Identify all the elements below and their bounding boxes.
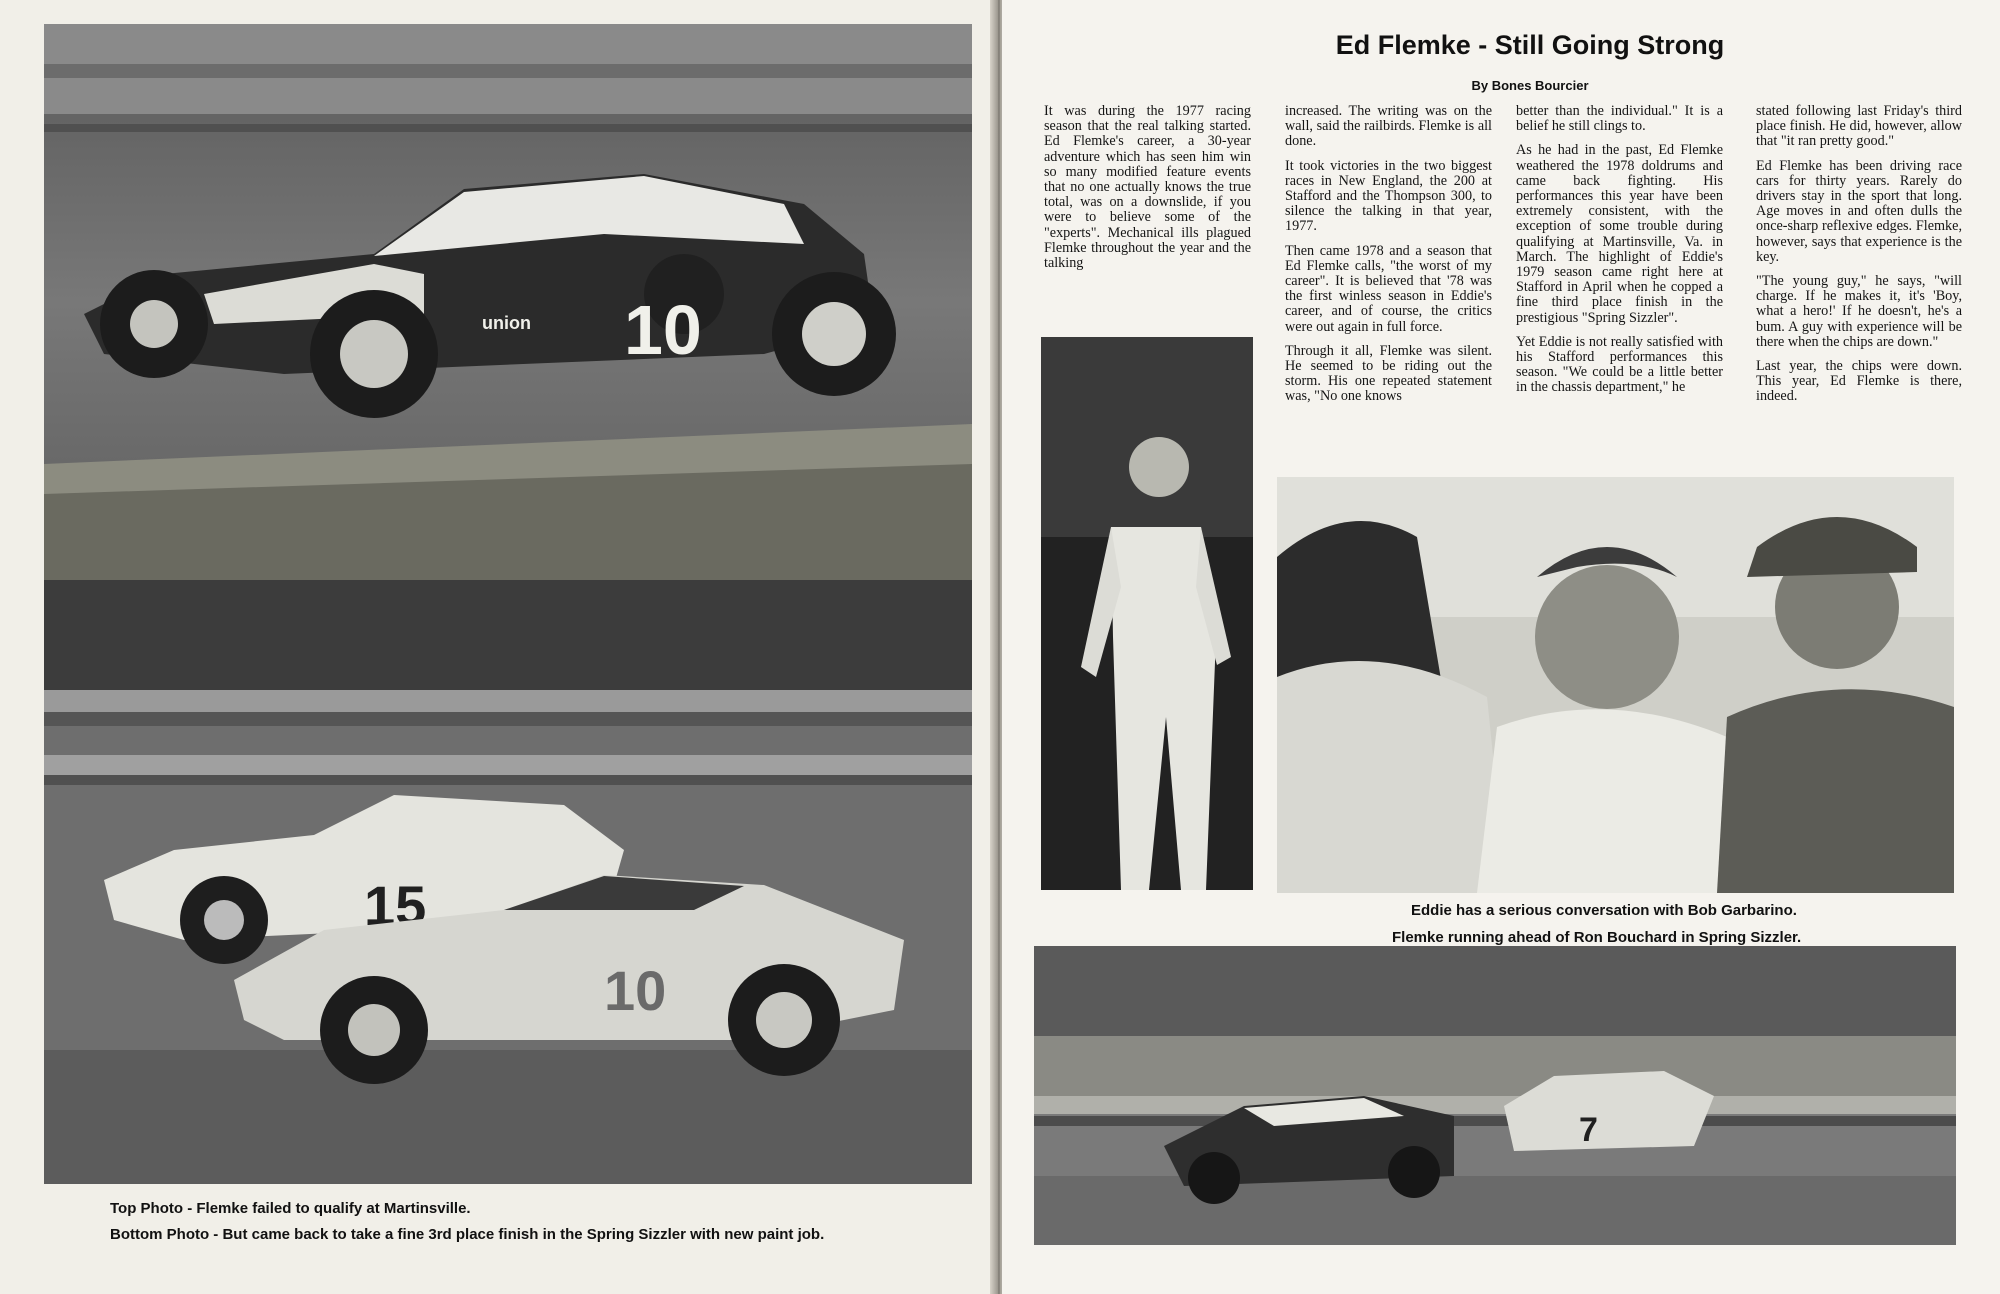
column-4-paragraph: Last year, the chips were down. This year, Ed Flemke is there, indeed. (1756, 358, 1962, 405)
column-1-paragraph: It was during the 1977 racing season that the real talking started. Ed Flemke's career, a 30-year adventure which has seen him win so many modified feature events that no one actually knows the true total, was on a downslide, if you were to believe some of the "experts". Mechanical ills plagued Flemke throughout the year and the talking (1044, 103, 1251, 272)
column-2-paragraph: Then came 1978 and a season that Ed Flemke calls, "the worst of my career". It is believed that '78 was the first winless season in Eddie's career, and of course, the critics were out again in full force. (1285, 242, 1492, 335)
left-caption-top: Top Photo - Flemke failed to qualify at Martinsville. (110, 1200, 471, 1217)
top-race-photo (44, 24, 972, 580)
column-2-paragraph: It took victories in the two biggest races in New England, the 200 at Stafford and the Thompson 300, to silence the talking in that year, 1977. (1285, 157, 1492, 235)
article-byline: By Bones Bourcier (1471, 78, 1589, 93)
column-4-paragraph: stated following last Friday's third place finish. He did, however, allow that "it ran pretty good." (1756, 103, 1962, 150)
flemke-portrait-photo (1041, 337, 1253, 890)
right-caption-race: Flemke running ahead of Ron Bouchard in Spring Sizzler. (1392, 929, 1802, 946)
column-3-paragraph: Yet Eddie is not really satisfied with his Stafford performances this season. "We could be a little better in the chassis department," he (1516, 333, 1723, 396)
column-4-paragraph: Ed Flemke has been driving race cars for thirty years. Rarely do drivers stay in the sport that long. Age moves in and often dulls the once-sharp reflexive edges. Flemke, however, says that experience is the key. (1756, 157, 1962, 265)
column-3-paragraph: better than the individual." It is a belief he still clings to. (1516, 103, 1723, 135)
article-column-1 (1044, 104, 1251, 280)
car-top-number: 10 (624, 291, 702, 369)
article-column-2 (1285, 104, 1492, 414)
garbarino-conversation-photo (1277, 477, 1954, 893)
column-4-paragraph: "The young guy," he says, "will charge. If he makes it, it's 'Boy, what a hero!' If he doesn't, he's a bum. A guy with experience will be there when the chips are down." (1756, 273, 1962, 350)
car-race-rear-number: 7 (1579, 1111, 1598, 1149)
article-column-3 (1516, 104, 1723, 405)
bottom-race-photo (44, 580, 972, 1184)
left-caption-bottom: Bottom Photo - But came back to take a fine 3rd place finish in the Spring Sizzler with new paint job. (110, 1226, 825, 1243)
car-bottom-front-number: 10 (604, 959, 667, 1022)
spring-sizzler-race-photo (1034, 946, 1956, 1245)
column-2-paragraph: increased. The writing was on the wall, said the railbirds. Flemke is all done. (1285, 103, 1492, 150)
column-3-paragraph: As he had in the past, Ed Flemke weathered the 1978 doldrums and came back fighting. His performances this year have been extremely consistent, with the exception of some trouble during qualifying at Martinsville, Va. in March. The highlight of Eddie's 1979 season came right here at Stafford in April when he copped a fine third place finish in the prestigious "Spring Sizzler". (1516, 142, 1723, 326)
car-top-sponsor: union (482, 313, 531, 333)
left-page (0, 0, 996, 1294)
column-2-paragraph: Through it all, Flemke was silent. He seemed to be riding out the storm. His one repeated statement was, "No one knows (1285, 342, 1492, 405)
article-column-4 (1756, 104, 1962, 414)
car-bottom-rear-number: 15 (364, 874, 427, 937)
article-headline: Ed Flemke - Still Going Strong (1335, 30, 1725, 60)
right-caption-conversation: Eddie has a serious conversation with Bob Garbarino. (1411, 902, 1797, 919)
